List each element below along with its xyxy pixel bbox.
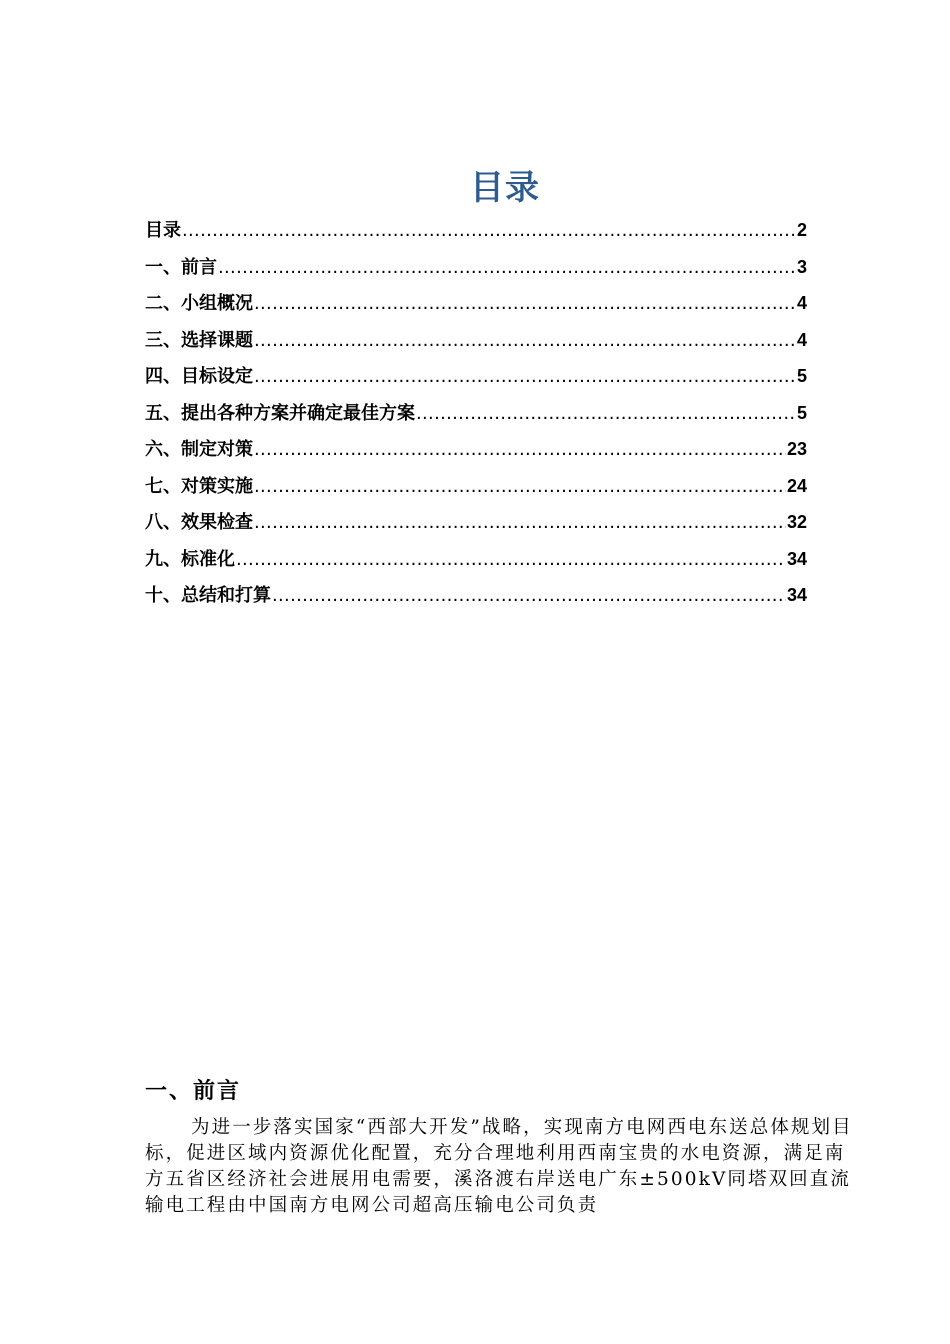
toc-entry-page: 2 xyxy=(796,220,807,240)
toc-dot-leader xyxy=(416,396,796,432)
toc-dot-leader xyxy=(254,323,796,359)
toc-entry-label: 九、标准化 xyxy=(145,548,235,570)
table-of-contents xyxy=(145,212,807,614)
toc-dot-leader xyxy=(254,286,796,322)
toc-entry-label: 三、选择课题 xyxy=(145,329,253,351)
toc-entry[interactable] xyxy=(145,395,807,432)
toc-dot-leader xyxy=(254,359,796,395)
toc-dot-leader xyxy=(218,250,796,286)
toc-entry-page: 34 xyxy=(786,548,807,569)
toc-entry[interactable] xyxy=(145,212,807,249)
section-body-paragraph: 为进一步落实国家“西部大开发”战略，实现南方电网西电东送总体规划目标，促进区域内资源优化配置，充分合理地利用西南宝贵的水电资源，满足南方五省区经济社会进展用电需要，溪洛渡右岸送电广东±500kV同塔双回直流输电工程由中国南方电网公司超高压输电公司负责 xyxy=(145,1117,853,1216)
toc-entry-page: 5 xyxy=(796,402,807,423)
toc-entry-label: 六、制定对策 xyxy=(145,439,253,460)
toc-entry[interactable] xyxy=(145,431,807,468)
toc-title: 目录 xyxy=(470,168,540,208)
toc-entry[interactable] xyxy=(145,249,807,286)
toc-dot-leader xyxy=(254,469,786,505)
toc-entry[interactable] xyxy=(145,541,807,578)
toc-entry-page: 34 xyxy=(786,585,807,605)
toc-entry-label: 五、提出各种方案并确定最佳方案 xyxy=(145,402,415,424)
toc-entry-label: 四、目标设定 xyxy=(145,366,253,387)
toc-entry-label: 十、总结和打算 xyxy=(145,585,271,606)
toc-entry-page: 4 xyxy=(796,329,807,350)
toc-entry-page: 3 xyxy=(796,256,807,277)
toc-entry-page: 5 xyxy=(796,366,807,386)
toc-entry-page: 32 xyxy=(786,512,807,532)
toc-entry-label: 八、效果检查 xyxy=(145,512,253,533)
toc-entry[interactable] xyxy=(145,577,807,614)
toc-entry-page: 23 xyxy=(786,439,807,459)
toc-dot-leader xyxy=(236,542,786,578)
toc-entry[interactable] xyxy=(145,322,807,359)
toc-entry-label: 目录 xyxy=(145,220,181,241)
toc-entry[interactable] xyxy=(145,504,807,541)
section-heading: 一、前言 xyxy=(145,1079,242,1104)
toc-dot-leader xyxy=(254,505,786,541)
toc-dot-leader xyxy=(254,432,786,468)
toc-entry[interactable] xyxy=(145,468,807,505)
toc-entry-label: 二、小组概况 xyxy=(145,293,253,314)
toc-entry[interactable] xyxy=(145,285,807,322)
toc-entry-page: 24 xyxy=(786,475,807,496)
toc-entry[interactable] xyxy=(145,358,807,395)
toc-entry-page: 4 xyxy=(796,293,807,313)
toc-entry-label: 一、前言 xyxy=(145,256,217,278)
toc-entry-label: 七、对策实施 xyxy=(145,475,253,497)
toc-dot-leader xyxy=(182,213,796,249)
toc-dot-leader xyxy=(272,578,786,614)
